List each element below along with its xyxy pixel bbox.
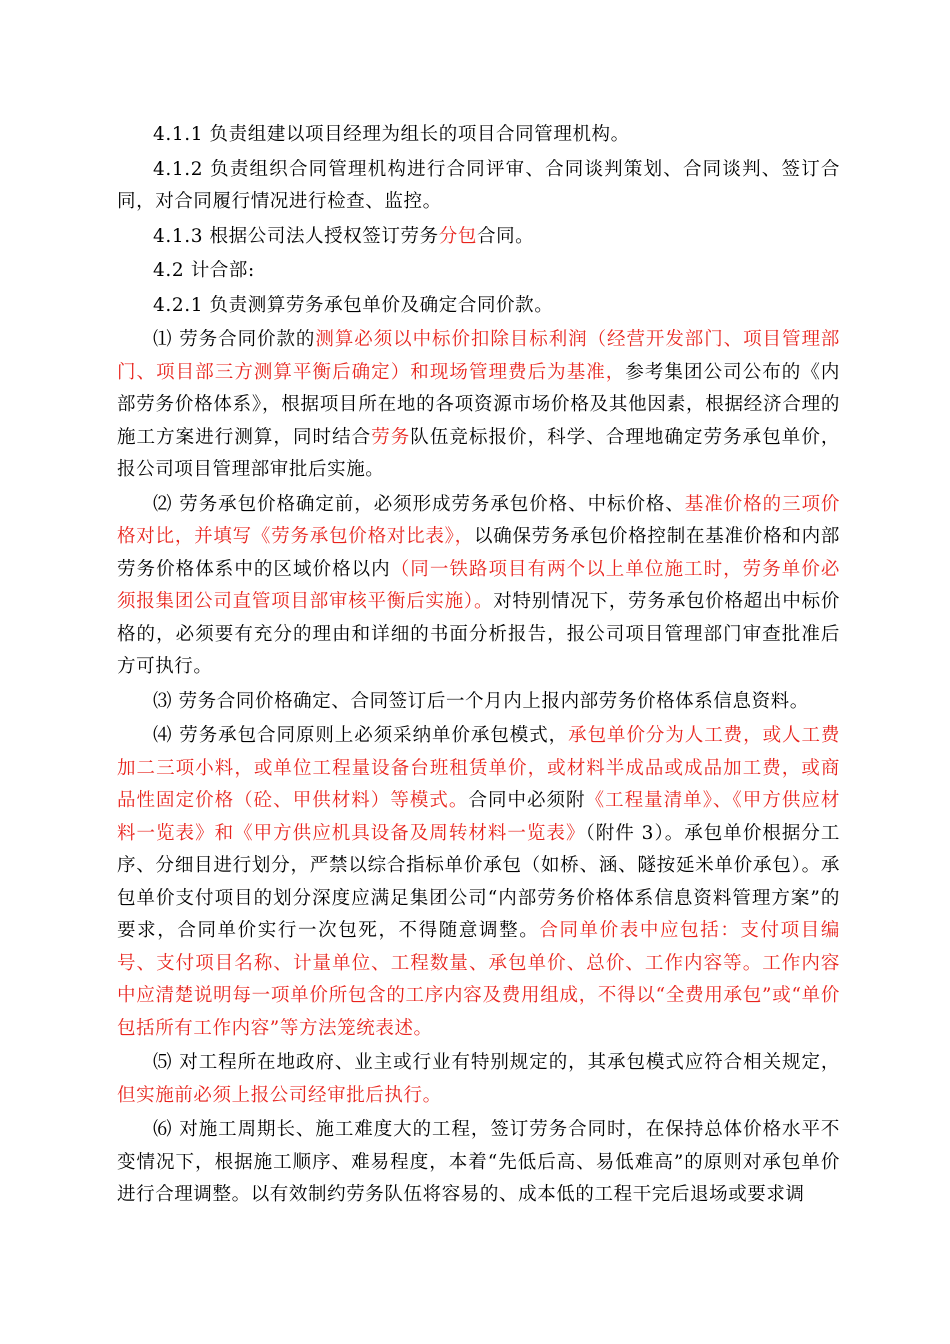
paragraph-p3: [117, 221, 840, 254]
text-segment: 队伍竞标报价，科学、合理地确定劳务承包单价，报公司项目管理部审批后实施。: [117, 426, 840, 480]
text-segment: 参考集团公司公布的《内部劳务价格体系》，根据项目所在地的各项资源市场价格及其他因素，根据经济合理的施工方案进行测算，同时结合: [117, 361, 840, 448]
highlighted-text-segment: 测算必须以中标价扣除目标利润（经营开发部门、项目管理部门、项目部三方测算平衡后确定）和现场管理费后为基准，: [117, 329, 840, 383]
paragraph-p5: [117, 290, 840, 323]
paragraph-p4: [117, 255, 840, 288]
paragraph-p2: [117, 154, 840, 219]
text-segment: （附件 3）。承包单价根据分工序、分细目进行划分，严禁以综合指标单价承包（如桥、涵、隧按延米单价承包）。承包单价支付项目的划分深度应满足集团公司“内部劳务价格体系信息资料管理方案”的要求，合同单价实行一次包死，不得随意调整。: [117, 822, 840, 941]
text-segment: ⑵ 劳务承包价格确定前，必须形成劳务承包价格、中标价格、: [153, 493, 685, 515]
text-segment: ⑸ 对工程所在地政府、业主或行业有特别规定的，其承包模式应符合相关规定，: [153, 1052, 840, 1073]
document-body: [117, 119, 840, 1212]
text-segment: 合同。: [476, 225, 535, 247]
text-segment: 以确保劳务承包价格控制在基准价格和内部劳务价格体系中的区域价格以内: [117, 526, 841, 580]
highlighted-text-segment: 《工程量清单》、《甲方供应材料一览表》和《甲方供应机具设备及周转材料一览表》: [117, 790, 841, 844]
paragraph-p10: [117, 1047, 840, 1112]
text-segment: ⑹ 对施工周期长、施工难度大的工程，签订劳务合同时，在保持总体价格水平不变情况下，根据施工顺序、难易程度，本着“先低后高、易低难高”的原则对承包单价进行合理调整。以有效制约劳务队伍将容易的、成本低的工程干完后退场或要求调: [117, 1119, 840, 1205]
text-segment: 对特别情况下，劳务承包价格超出中标价格的，必须要有充分的理由和详细的书面分析报告，报公司项目管理部门审查批准后方可执行。: [117, 591, 840, 677]
text-segment: ⑶ 劳务合同价格确定、合同签订后一个月内上报内部劳务价格体系信息资料。: [153, 690, 809, 712]
paragraph-p1: [117, 119, 840, 152]
paragraph-p8: [117, 686, 840, 719]
highlighted-text-segment: 承包单价分为人工费，或人工费加二三项小料，或单位工程量设备台班租赁单价，或材料半成品或成品加工费，或商品性固定价格（砼、甲供材料）等模式。: [117, 725, 840, 811]
text-segment: 4.2.1 负责测算劳务承包单价及确定合同价款。: [153, 294, 554, 316]
text-segment: ⑷ 劳务承包合同原则上必须采纳单价承包模式，: [153, 725, 569, 746]
text-segment: ⑴ 劳务合同价款的: [153, 329, 316, 350]
highlighted-text-segment: 但实施前必须上报公司经审批后执行。: [117, 1084, 442, 1106]
paragraph-p7: [117, 489, 840, 684]
paragraph-p6: [117, 324, 840, 487]
highlighted-text-segment: 分包: [438, 225, 477, 247]
highlighted-text-segment: 劳务: [371, 426, 411, 448]
paragraph-p9: [117, 720, 840, 1045]
highlighted-text-segment: 基准价格的三项价格对比，并填写《劳务承包价格对比表》，: [117, 493, 840, 547]
highlighted-text-segment: （同一铁路项目有两个以上单位施工时，劳务单价必须报集团公司直管项目部审核平衡后实施）。: [117, 558, 840, 612]
text-segment: 4.1.3 根据公司法人授权签订劳务: [153, 225, 439, 247]
highlighted-text-segment: 合同单价表中应包括：支付项目编号、支付项目名称、计量单位、工程数量、承包单价、总价、工作内容等。工作内容中应清楚说明每一项单价所包含的工序内容及费用组成，不得以“全费用承包”或“单价包括所有工作内容”等方法笼统表述。: [117, 920, 840, 1039]
text-segment: 4.1.2 负责组织合同管理机构进行合同评审、合同谈判策划、合同谈判、签订合同，对合同履行情况进行检查、监控。: [117, 158, 840, 212]
text-segment: 4.2 计合部:: [153, 260, 255, 281]
paragraph-p11: [117, 1114, 840, 1212]
text-segment: 合同中必须附: [468, 790, 586, 811]
text-segment: 4.1.1 负责组建以项目经理为组长的项目合同管理机构。: [153, 124, 630, 145]
